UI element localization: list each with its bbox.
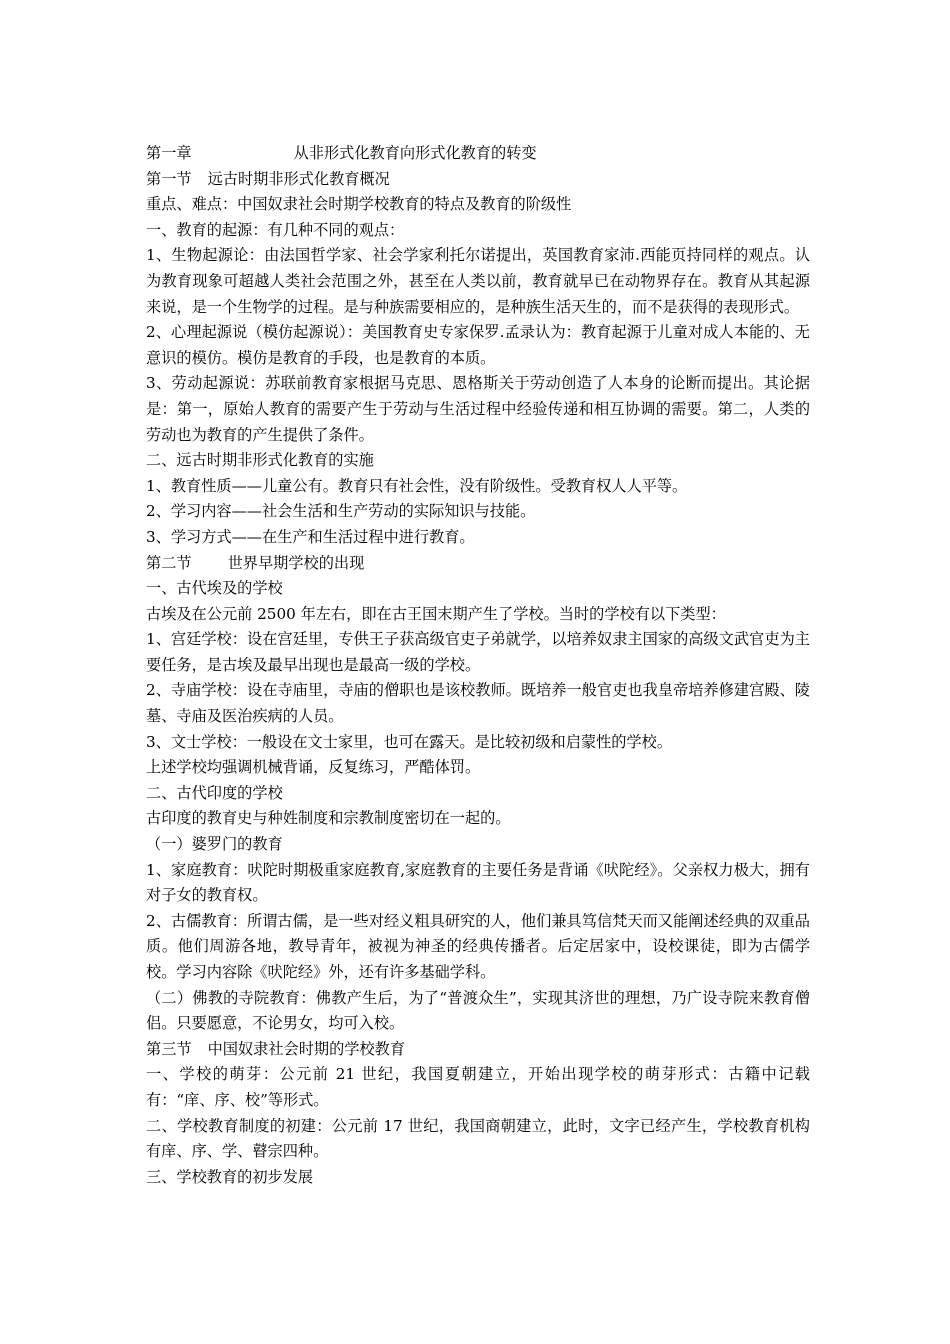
document-page <box>146 141 810 1190</box>
implementation-heading: 二、远古时期非形式化教育的实施 <box>146 451 374 470</box>
chapter-label: 第一章 <box>146 144 192 162</box>
section1-label: 第一节 <box>146 169 192 188</box>
section2-heading <box>146 551 810 577</box>
family-education-paragraph: 1、家庭教育：吠陀时期极重家庭教育,家庭教育的主要任务是背诵《吠陀经》。父亲权力极大，拥有对子女的教育权。 <box>146 860 810 905</box>
section1-heading <box>146 167 810 193</box>
learning-method-item: 3、学习方式——在生产和生活过程中进行教育。 <box>146 527 475 546</box>
guru-education-paragraph: 2、古儒教育：所谓古儒，是一些对经义粗具研究的人，他们兼具笃信梵天而又能阐述经典的双重品质。他们周游各地，教导青年，被视为神圣的经典传播者。后定居家中，设校课徒，即为古儒学校。学习内容除《吠陀经》外，还有许多基础学科。 <box>146 911 810 981</box>
origin-heading: 一、教育的起源：有几种不同的观点： <box>146 220 405 239</box>
india-heading: 二、古代印度的学校 <box>146 783 283 802</box>
psychology-origin-paragraph: 2、心理起源说（模仿起源说）：美国教育史专家保罗.孟录认为：教育起源于儿童对成人本能的、无意识的模仿。模仿是教育的手段，也是教育的本质。 <box>146 323 810 367</box>
section2-label: 第二节 <box>146 553 192 572</box>
school-sprout-paragraph: 一、学校的萌芽：公元前 21 世纪，我国夏朝建立，开始出现学校的萌芽形式：古籍中记载有：“庠、序、校”等形式。 <box>146 1065 810 1109</box>
biology-origin-paragraph: 1、生物起源论：由法国哲学家、社会学家利托尔诺提出，英国教育家沛.西能页持同样的观点。认为教育现象可超越人类社会范围之外，甚至在人类以前，教育就早已在动物界存在。教育从其起源来说，是一个生物学的过程。是与种族需要相应的，是种族生活天生的，而不是获得的表现形式。 <box>146 246 810 316</box>
section3-title: 中国奴隶社会时期的学校教育 <box>207 1039 405 1058</box>
section3-heading <box>146 1037 810 1063</box>
school-development-heading: 三、学校教育的初步发展 <box>146 1167 314 1186</box>
temple-school-paragraph: 2、寺庙学校：设在寺庙里，寺庙的僧职也是该校教师。既培养一般官吏也我皇帝培养修建宫殿、陵墓、寺庙及医治疾病的人员。 <box>146 681 810 726</box>
brahman-subheading: （一）婆罗门的教育 <box>146 835 283 854</box>
labor-origin-paragraph: 3、劳动起源说：苏联前教育家根据马克思、恩格斯关于劳动创造了人本身的论断而提出。其论据是：第一，原始人教育的需要产生于劳动与生活过程中经验传递和相互协调的需要。第二，人类的劳动也为教育的产生提供了条件。 <box>146 374 810 444</box>
palace-school-paragraph: 1、宫廷学校：设在宫廷里，专供王子获高级官吏子弟就学，以培养奴隶主国家的高级文武官吏为主要任务，是古埃及最早出现也是最高一级的学校。 <box>146 630 810 674</box>
key-points: 重点、难点：中国奴隶社会时期学校教育的特点及教育的阶级性 <box>146 195 572 214</box>
school-system-paragraph: 二、学校教育制度的初建：公元前 17 世纪，我国商朝建立，此时，文字已经产生，学校教育机构有庠、序、学、瞽宗四种。 <box>146 1116 810 1161</box>
section3-label: 第三节 <box>146 1039 192 1058</box>
india-intro: 古印度的教育史与种姓制度和宗教制度密切在一起的。 <box>146 809 511 828</box>
learning-content-item: 2、学习内容——社会生活和生产劳动的实际知识与技能。 <box>146 502 536 521</box>
egypt-summary: 上述学校均强调机械背诵，反复练习，严酷体罚。 <box>146 758 481 777</box>
education-nature-item: 1、教育性质——儿童公有。教育只有社会性，没有阶级性。受教育权人人平等。 <box>146 476 688 495</box>
egypt-heading: 一、古代埃及的学校 <box>146 579 283 598</box>
section2-title: 世界早期学校的出现 <box>227 553 365 572</box>
chapter-title: 从非形式化教育向形式化教育的转变 <box>293 144 537 162</box>
scribe-school-item: 3、文士学校：一般设在文士家里，也可在露天。是比较初级和启蒙性的学校。 <box>146 732 673 751</box>
section1-title: 远古时期非形式化教育概况 <box>207 169 390 188</box>
chapter-heading <box>146 141 810 167</box>
buddhist-education-paragraph: （二）佛教的寺院教育：佛教产生后，为了“普渡众生”，实现其济世的理想，乃广设寺院来教育僧侣。只要愿意，不论男女，均可入校。 <box>146 988 810 1033</box>
egypt-intro: 古埃及在公元前 2500 年左右，即在古王国末期产生了学校。当时的学校有以下类型： <box>146 604 726 623</box>
